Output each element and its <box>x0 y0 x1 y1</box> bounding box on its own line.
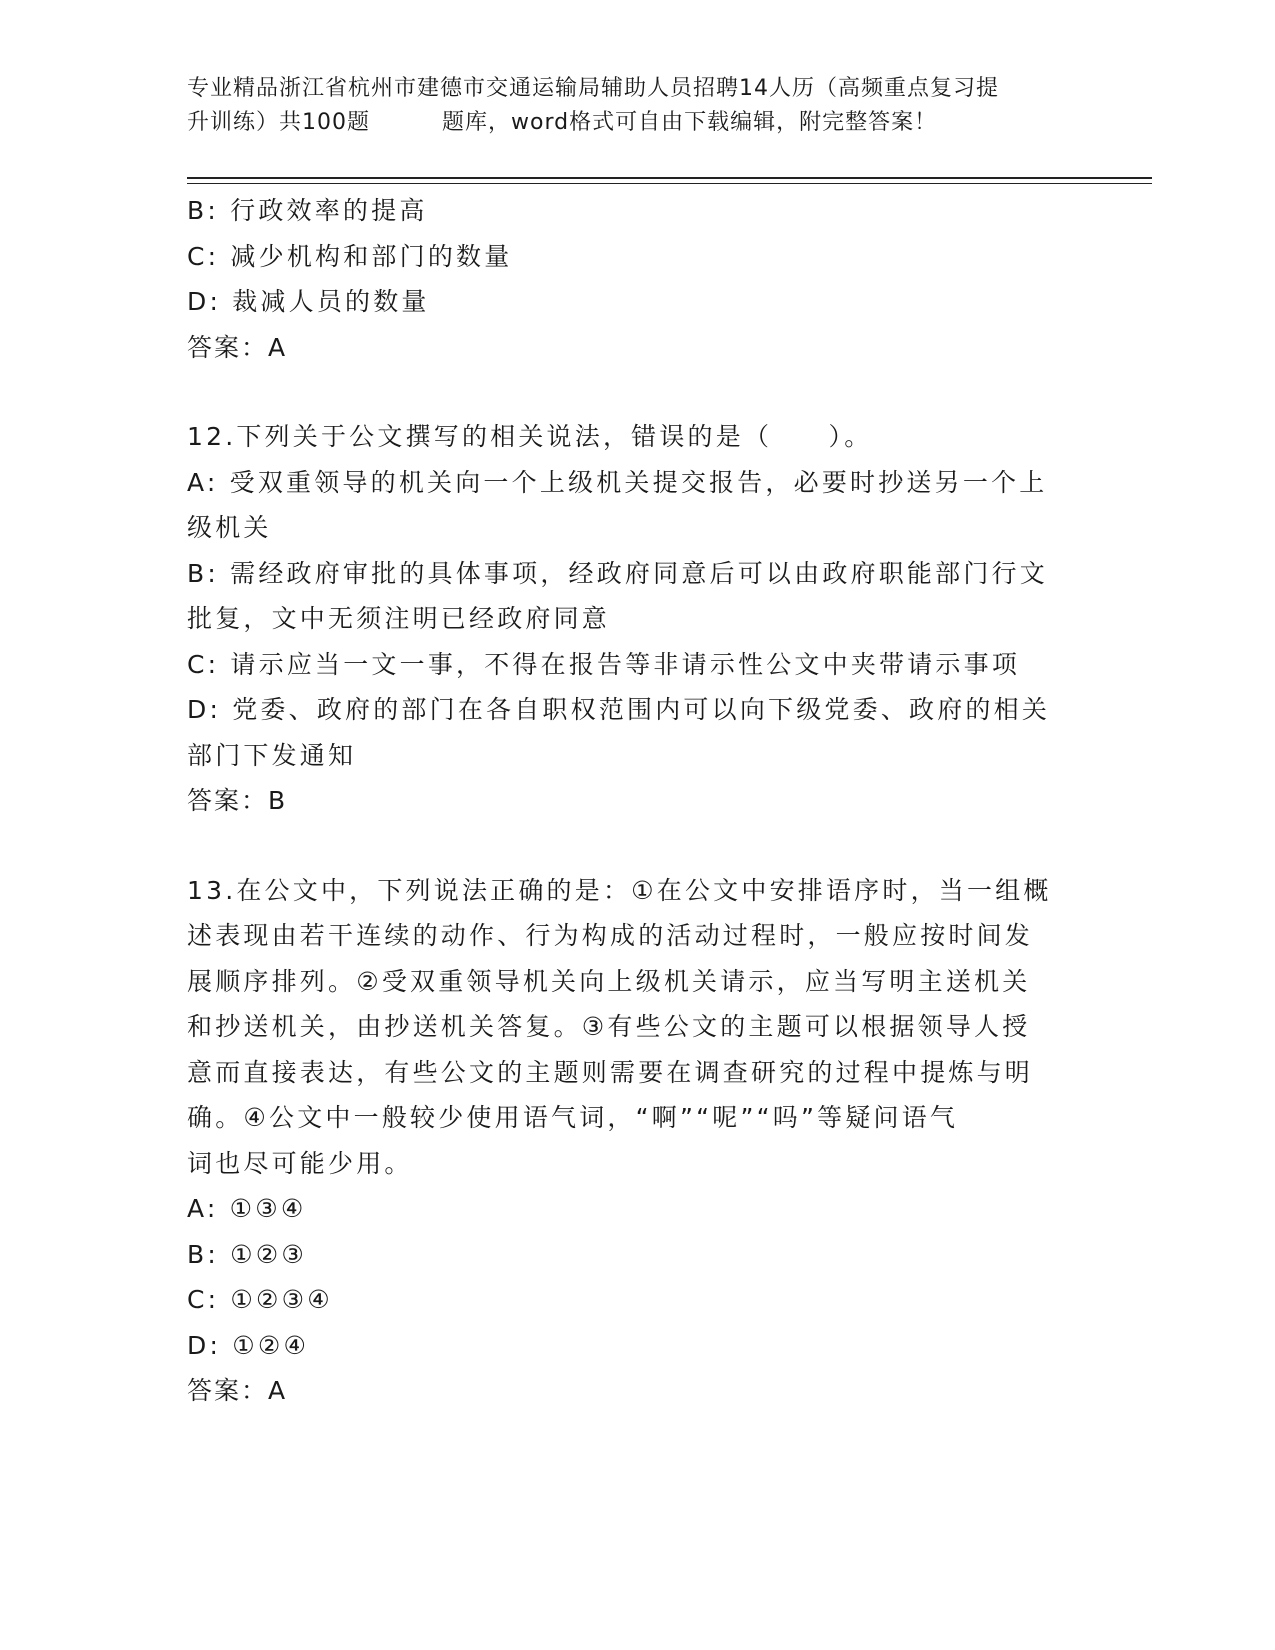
question-12 <box>187 414 1077 824</box>
q13-option-a: A: ①③④ <box>187 1194 307 1223</box>
q13-stem-line: 确。④公文中一般较少使用语气词，“啊”“呢”“吗”等疑问语气 <box>187 1103 959 1132</box>
document-body <box>187 188 1077 1414</box>
header-line-2 <box>187 106 1067 140</box>
question-13 <box>187 868 1077 1414</box>
q13-stem-line: 展顺序排列。②受双重领导机关向上级机关请示，应当写明主送机关 <box>187 966 1031 996</box>
header-line-1: 专业精品浙江省杭州市建德市交通运输局辅助人员招聘14人历（高频重点复习提 <box>187 76 999 101</box>
q13-stem-line: 13.在公文中，下列说法正确的是：①在公文中安排语序时，当一组概 <box>187 875 1052 905</box>
q12-option-c: C: 请示应当一文一事，不得在报告等非请示性公文中夹带请示事项 <box>187 649 1021 679</box>
q11-option-d: D: 裁减人员的数量 <box>187 287 430 316</box>
q12-option-b-line-1: B: 需经政府审批的具体事项，经政府同意后可以由政府职能部门行文 <box>187 558 1048 588</box>
header-line-2-part-2: 题库，word格式可自由下载编辑，附完整答案！ <box>442 110 938 135</box>
q13-stem-line: 和抄送机关，由抄送机关答复。③有些公文的主题可以根据领导人授 <box>187 1012 1031 1041</box>
document-header <box>187 72 1067 140</box>
header-rule-thin <box>187 183 1152 184</box>
q12-stem: 12.下列关于公文撰写的相关说法，错误的是（ ）。 <box>187 422 873 451</box>
question-spacer <box>187 370 1077 414</box>
q12-option-d-line-2: 部门下发通知 <box>187 740 357 770</box>
q13-answer: 答案：A <box>187 1376 288 1405</box>
q13-option-d: D: ①②④ <box>187 1330 310 1360</box>
q11-answer: 答案：A <box>187 332 288 362</box>
q12-option-a-line-1: A: 受双重领导的机关向一个上级机关提交报告，必要时抄送另一个上 <box>187 467 1048 497</box>
q12-option-b-line-2: 批复，文中无须注明已经政府同意 <box>187 604 611 633</box>
q13-stem-line: 意而直接表达，有些公文的主题则需要在调查研究的过程中提炼与明 <box>187 1057 1034 1087</box>
q13-stem-line: 述表现由若干连续的动作、行为构成的活动过程时，一般应按时间发 <box>187 921 1034 950</box>
q11-option-c: C: 减少机构和部门的数量 <box>187 241 513 271</box>
q13-stem-line: 词也尽可能少用。 <box>187 1148 413 1178</box>
q13-option-b: B: ①②③ <box>187 1239 307 1269</box>
header-line-2-part-1: 升训练）共100题 <box>187 110 370 135</box>
question-spacer <box>187 824 1077 868</box>
q12-option-d-line-1: D: 党委、政府的部门在各自职权范围内可以向下级党委、政府的相关 <box>187 695 1051 724</box>
q12-option-a-line-2: 级机关 <box>187 513 272 542</box>
question-11-tail <box>187 188 1077 370</box>
q12-answer: 答案：B <box>187 786 288 815</box>
header-rule-thick <box>187 177 1152 179</box>
q13-option-c: C: ①②③④ <box>187 1285 333 1314</box>
q11-option-b: B: 行政效率的提高 <box>187 196 428 225</box>
